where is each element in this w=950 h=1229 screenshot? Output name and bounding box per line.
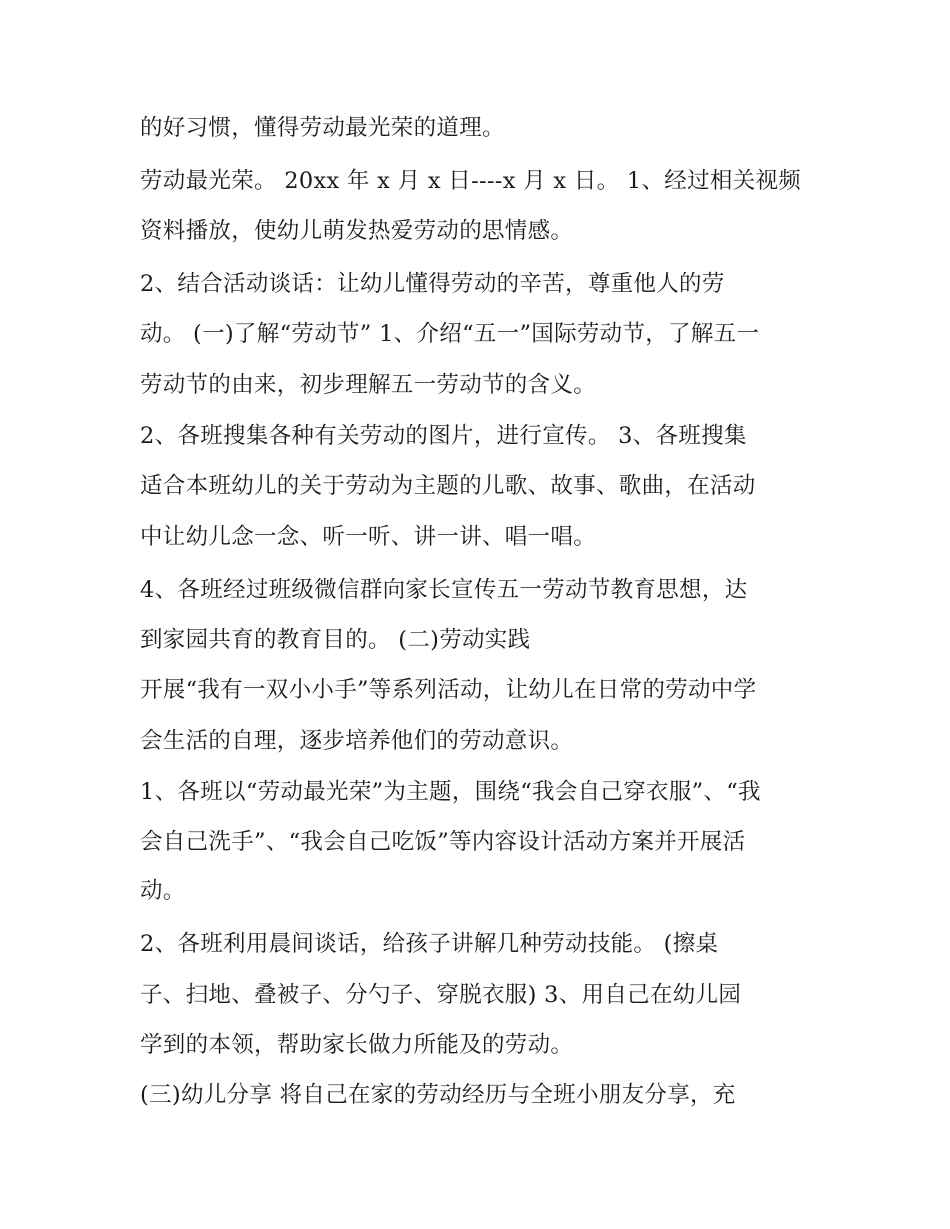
- text-line: 会自己洗手”、“我会自己吃饭”等内容设计活动方案并开展活: [140, 829, 746, 855]
- text-line: 1、各班以“劳动最光荣”为主题，围绕“我会自己穿衣服”、“我: [140, 779, 761, 805]
- text-line: 2、结合活动谈话：让幼儿懂得劳动的辛苦，尊重他人的劳: [140, 271, 725, 297]
- text-line: 2、各班利用晨间谈话，给孩子讲解几种劳动技能。 (擦桌: [140, 931, 719, 957]
- text-line: 劳动最光荣。 20xx 年 x 月 x 日----x 月 x 日。 1、经过相关视频: [140, 168, 802, 194]
- text-line: 到家园共育的教育目的。 (二)劳动实践: [140, 627, 531, 653]
- text-line: 的好习惯，懂得劳动最光荣的道理。: [140, 115, 505, 141]
- text-line: 动。: [140, 878, 186, 904]
- text-line: 开展“我有一双小小手”等系列活动，让幼儿在日常的劳动中学: [140, 677, 757, 703]
- text-line: 适合本班幼儿的关于劳动为主题的儿歌、故事、歌曲，在活动: [140, 473, 756, 499]
- text-line: 2、各班搜集各种有关劳动的图片，进行宣传。 3、各班搜集: [140, 423, 747, 449]
- text-line: 动。 (一)了解“劳动节” 1、介绍“五一”国际劳动节，了解五一: [140, 321, 760, 347]
- text-line: 会生活的自理，逐步培养他们的劳动意识。: [140, 728, 574, 754]
- text-line: (三)幼儿分享 将自己在家的劳动经历与全班小朋友分享，充: [140, 1082, 736, 1108]
- text-line: 中让幼儿念一念、听一听、讲一讲、唱一唱。: [140, 524, 597, 550]
- text-line: 学到的本领，帮助家长做力所能及的劳动。: [140, 1032, 574, 1058]
- text-line: 子、扫地、叠被子、分勺子、穿脱衣服) 3、用自己在幼儿园: [140, 982, 742, 1008]
- text-line: 4、各班经过班级微信群向家长宣传五一劳动节教育思想，达: [140, 577, 748, 603]
- text-line: 劳动节的由来，初步理解五一劳动节的含义。: [140, 372, 597, 398]
- text-line: 资料播放，使幼儿萌发热爱劳动的思情感。: [140, 218, 574, 244]
